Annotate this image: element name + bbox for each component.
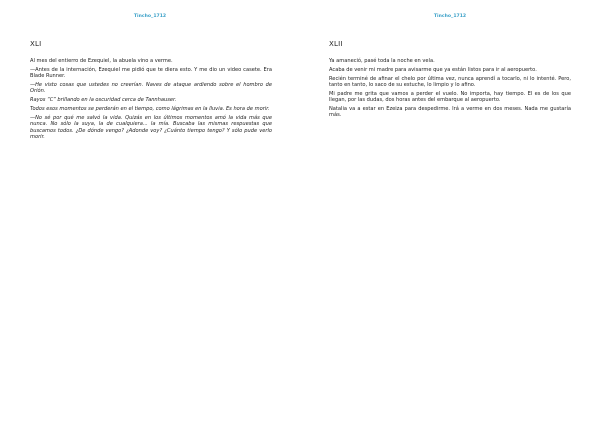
paragraph-italic: —No sé por qué me salvó la vida. Quizás en los últimos momentos amó la vida más que nunca. No sólo la suya, la de cualquiera... la mía. Buscaba las mismas respuestas que buscamos todos. ¿De dónde vengo? ¿Adonde voy? ¿Cuánto tiempo tengo? Y sólo pude verlo morir. (30, 115, 272, 140)
chapter-heading: XLI (30, 40, 42, 48)
running-head: Tincho_1712 (133, 14, 167, 19)
paragraph: Ya amaneció, pasé toda la noche en vela. (329, 58, 435, 64)
paragraph: —Antes de la internación, Ezequiel me pidió que te diera esto. Y me dio un video casete. Era Blade Runner. (30, 66, 272, 80)
right-page (300, 0, 600, 424)
paragraph: Mi padre me grita que vamos a perder el vuelo. No importa, hay tiempo. El es de los que llegan, por las dudas, dos horas antes del embarque al aeropuerto. (329, 90, 571, 104)
paragraph-italic: —He visto cosas que ustedes no creerían. Naves de ataque ardiendo sobre el hombro de Orión. (30, 82, 272, 95)
chapter-body (329, 58, 571, 121)
paragraph: Recién terminé de afinar el chelo por última vez, nunca aprendí a tocarlo, ni lo intenté. Pero, tanto en tanto, lo saco de su estuche, lo limpio y lo afino. (329, 75, 571, 89)
paragraph-italic: Rayos “C” brillando en la oscuridad cerca de Tannhauser. (30, 97, 177, 104)
chapter-body (30, 58, 272, 143)
paragraph: Natalia va a estar en Ezeiza para despedirme. Irá a verme en dos meses. Nada me gustaría más. (329, 106, 571, 119)
chapter-heading: XLII (329, 40, 343, 48)
paragraph: Acaba de venir mi madre para avisarme que ya están listos para ir al aeropuerto. (329, 66, 537, 73)
running-head: Tincho_1712 (433, 14, 467, 19)
paragraph-italic: Todos esos momentos se perderán en el tiempo, como lágrimas en la lluvia. Es hora de morir. (30, 106, 270, 113)
paragraph: Al mes del entierro de Ezequiel, la abuela vino a verme. (30, 58, 173, 64)
